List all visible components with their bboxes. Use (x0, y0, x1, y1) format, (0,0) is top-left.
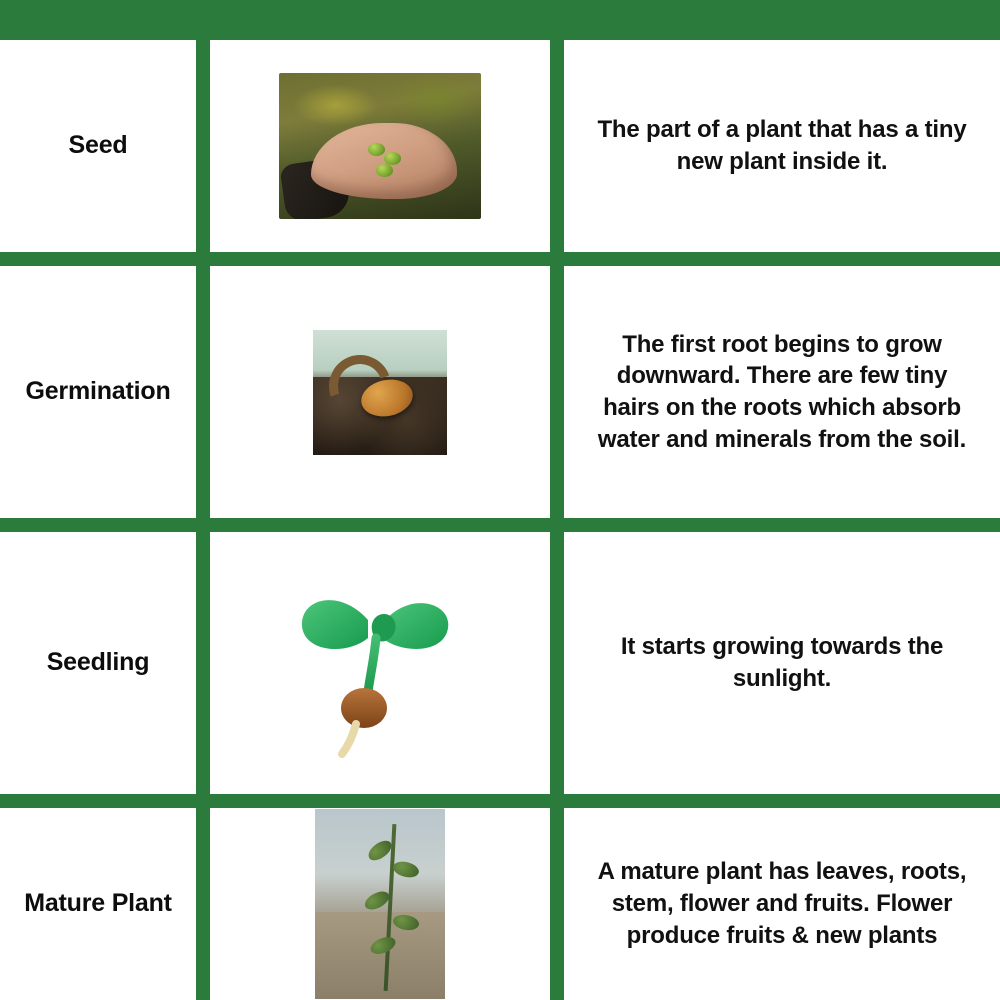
mature-plant-photo (216, 812, 544, 996)
stage-term: Seedling (46, 648, 150, 677)
stage-term: Mature Plant (24, 889, 172, 918)
column-divider (196, 266, 210, 518)
row-divider (0, 252, 1000, 266)
seedling-sprout-illustration (216, 536, 544, 790)
seed-in-hand-photo (216, 44, 544, 248)
row-divider (0, 794, 1000, 808)
stage-term: Germination (25, 377, 171, 406)
stage-description: A mature plant has leaves, roots, stem, flower and fruits. Flower produce fruits & new plants (597, 858, 967, 949)
table-row (0, 808, 196, 1000)
stage-description: It starts growing towards the sunlight. (620, 633, 944, 692)
column-divider (550, 808, 564, 1000)
stage-image-cell (210, 808, 550, 1000)
table-row (0, 40, 196, 252)
stage-description-cell (564, 266, 1000, 518)
germinating-seed-photo (216, 270, 544, 514)
stage-description-cell (564, 532, 1000, 794)
row-divider (0, 518, 1000, 532)
column-divider (196, 532, 210, 794)
table-border-top (0, 0, 1000, 40)
stage-description-cell (564, 808, 1000, 1000)
column-divider (196, 40, 210, 252)
stage-image-cell (210, 266, 550, 518)
column-divider (550, 40, 564, 252)
stage-description: The first root begins to grow downward. There are few tiny hairs on the roots which absorb water and minerals from the soil. (597, 330, 967, 453)
column-divider (550, 532, 564, 794)
stage-term: Seed (68, 131, 128, 160)
column-divider (550, 266, 564, 518)
column-divider (196, 808, 210, 1000)
stage-image-cell (210, 532, 550, 794)
table-row (0, 532, 196, 794)
stage-image-cell (210, 40, 550, 252)
table-row (0, 266, 196, 518)
stage-description-cell (564, 40, 1000, 252)
stage-description: The part of a plant that has a tiny new plant inside it. (597, 116, 967, 175)
